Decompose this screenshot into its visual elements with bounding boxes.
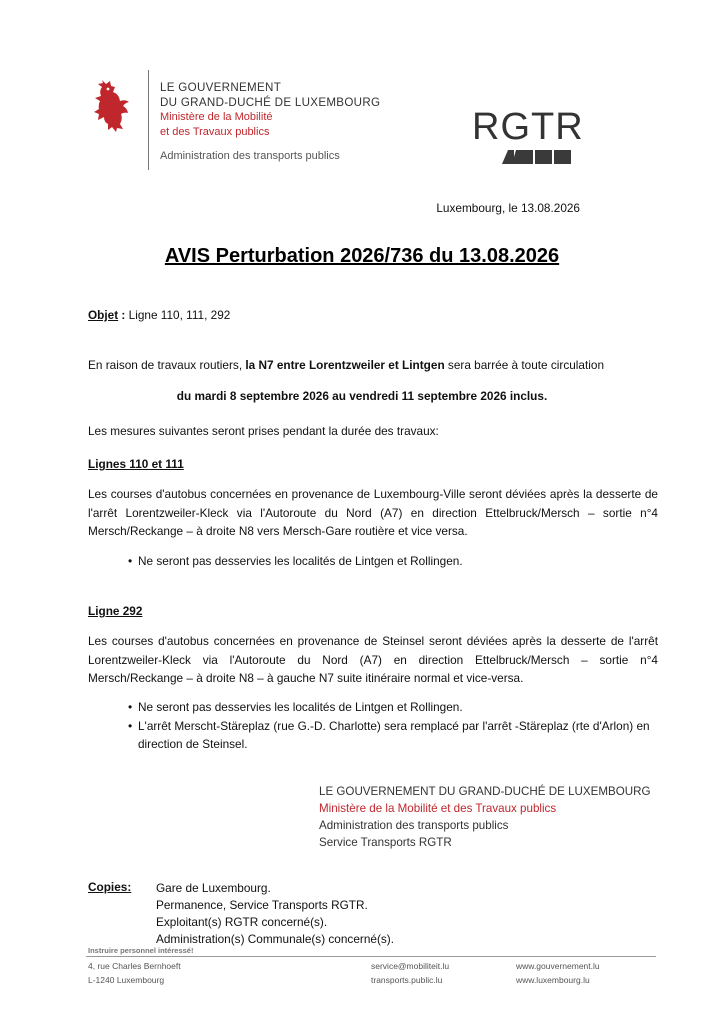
footer-divider — [86, 956, 656, 957]
copies-list — [156, 880, 394, 948]
section2-paragraph: Les courses d'autobus concernées en provenance de Steinsel seront déviées après la desserte de l'arrêt Lorentzweiler-Kleck via l'Autoroute du Nord (A7) en direction Ettelbruck/Mersch – sortie n°4 Mersch/Reckange – à droite N8 – à gauche N7 suite itinéraire normal et vice-versa. — [88, 634, 658, 685]
footer-address — [88, 959, 181, 987]
intro-before: En raison de travaux routiers, — [88, 358, 246, 372]
list-item: Permanence, Service Transports RGTR. — [156, 898, 368, 912]
instruire-note: Instruire personnel intéressé! — [88, 946, 194, 955]
list-item: Gare de Luxembourg. — [156, 881, 271, 895]
measures-intro: Les mesures suivantes seront prises pendant la durée des travaux: — [88, 424, 439, 438]
section1-paragraph: Les courses d'autobus concernées en provenance de Luxembourg-Ville seront déviées après la desserte de l'arrêt Lorentzweiler-Kleck via l'Autoroute du Nord (A7) en direction Ettelbruck/Mersch – sortie n°4 Mersch/Reckange – à droite N8 vers Mersch-Gare routière et vice versa. — [88, 487, 658, 538]
signature-line-4: Service Transports RGTR — [319, 836, 452, 849]
government-header — [160, 80, 380, 139]
objet-colon: : — [118, 308, 126, 322]
signature-line-1: LE GOUVERNEMENT DU GRAND-DUCHÉ DE LUXEMBOURG — [319, 785, 651, 798]
section1-bullets — [110, 552, 658, 571]
footer-web — [516, 959, 600, 987]
section2-bullets — [110, 698, 658, 754]
ministry-line-2: et des Travaux publics — [160, 125, 270, 138]
footer-site[interactable]: transports.public.lu — [371, 975, 443, 985]
rgtr-logo — [472, 108, 584, 169]
copies-label: Copies: — [88, 880, 132, 894]
header-divider — [148, 70, 149, 170]
objet-value: Ligne 110, 111, 292 — [128, 308, 231, 322]
intro-paragraph — [88, 356, 658, 375]
list-item: • Ne seront pas desservies les localités de Lintgen et Rollingen. — [110, 698, 658, 717]
ministry-line-1: Ministère de la Mobilité — [160, 111, 273, 123]
date-line: Luxembourg, le 13.08.2026 — [436, 201, 580, 215]
footer-contact — [371, 959, 449, 987]
gov-line-1: LE GOUVERNEMENT — [160, 81, 282, 94]
list-item: • Ne seront pas desservies les localités de Lintgen et Rollingen. — [110, 552, 658, 571]
administration-line: Administration des transports publics — [160, 150, 340, 162]
objet-label: Objet — [88, 308, 119, 322]
document-title: AVIS Perturbation 2026/736 du 13.08.2026 — [164, 245, 560, 267]
footer-web-1[interactable]: www.gouvernement.lu — [516, 961, 600, 971]
footer-email[interactable]: service@mobiliteit.lu — [371, 961, 450, 971]
signature-line-2: Ministère de la Mobilité et des Travaux publics — [319, 802, 557, 815]
objet-line — [88, 306, 230, 325]
rgtr-bars-icon — [472, 150, 572, 164]
signature-block — [319, 783, 651, 851]
section2-heading: Ligne 292 — [88, 604, 143, 618]
intro-bold: la N7 entre Lorentzweiler et Lintgen — [245, 358, 445, 372]
list-item: Administration(s) Communale(s) concerné(s). — [156, 932, 394, 946]
footer-address-2: L-1240 Luxembourg — [88, 975, 165, 985]
intro-after: sera barrée à toute circulation — [444, 358, 605, 372]
section1-heading: Lignes 110 et 111 — [88, 457, 184, 471]
gov-line-2: DU GRAND-DUCHÉ DE LUXEMBOURG — [160, 96, 381, 109]
rgtr-logo-text: RGTR — [472, 106, 584, 148]
period-line: du mardi 8 septembre 2026 au vendredi 11 septembre 2026 inclus. — [176, 389, 548, 403]
footer-web-2[interactable]: www.luxembourg.lu — [516, 975, 590, 985]
red-lion-icon — [88, 76, 134, 136]
list-item: Exploitant(s) RGTR concerné(s). — [156, 915, 328, 929]
signature-line-3: Administration des transports publics — [319, 819, 509, 832]
footer-address-1: 4, rue Charles Bernhoeft — [88, 961, 181, 971]
list-item: • L'arrêt Merscht-Stäreplaz (rue G.-D. Charlotte) sera remplacé par l'arrêt -Stäreplaz (rte d'Arlon) en direction de Steinsel. — [110, 717, 658, 754]
